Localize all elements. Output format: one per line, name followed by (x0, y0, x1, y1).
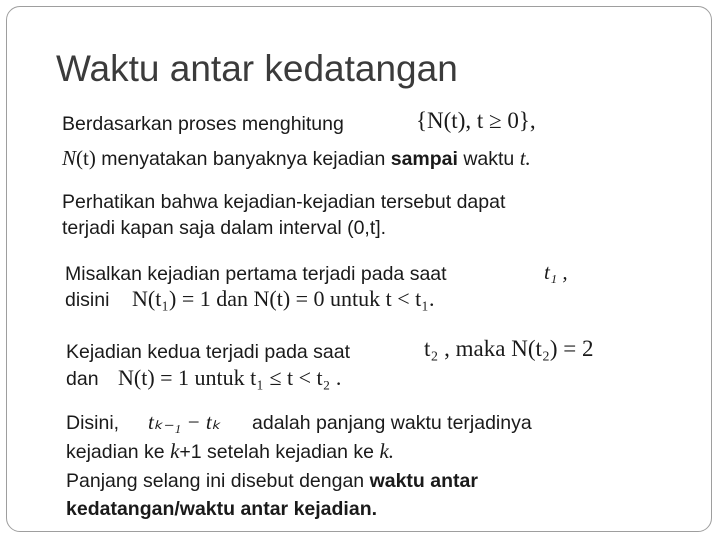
p3-var: t₁ , (544, 260, 568, 284)
p4-line1: Kejadian kedua terjadi pada saat (66, 341, 351, 363)
p5-k-var-end: k. (379, 439, 395, 463)
p1-l2-var: t. (519, 146, 531, 170)
slide-title: Waktu antar kedatangan (56, 48, 458, 89)
p5-k-var: k (170, 439, 180, 463)
p5-line2b: +1 setelah kejadian ke (179, 441, 380, 463)
p1-line2 (62, 146, 531, 171)
p5-rest: adalah panjang waktu terjadinya (252, 412, 532, 434)
p1-l2-text: menyatakan banyaknya kejadian (95, 148, 391, 170)
p4-formula1: t₂ , maka N(t₂) = 2 (424, 336, 594, 361)
p2-line2: terjadi kapan saja dalam interval (0,t]. (62, 217, 387, 239)
p1-t-paren: (t) (76, 146, 96, 170)
p5-start: Disini, (66, 412, 120, 434)
p5-line2a: kejadian ke (66, 441, 171, 463)
p4-formula2: N(t) = 1 untuk t₁ ≤ t < t₂ . (118, 365, 342, 390)
p4-line2: dan (66, 368, 99, 390)
p1-text: Berdasarkan proses menghitung (62, 113, 344, 135)
p5-line4-bold: kedatangan/waktu antar kejadian. (66, 498, 378, 520)
p5-line2 (66, 439, 394, 464)
p3-line2: disini (65, 289, 110, 311)
p5-line4 (66, 497, 377, 521)
p1-l2-bold: sampai (390, 148, 458, 170)
p1-formula (416, 108, 536, 134)
p1-n-var: N (62, 146, 77, 170)
p5-line3-text: Panjang selang ini disebut dengan (66, 470, 370, 492)
p2-line1: Perhatikan bahwa kejadian-kejadian tersebut dapat (62, 191, 506, 213)
p3-line1: Misalkan kejadian pertama terjadi pada saat (65, 263, 447, 285)
p1-formula-text: {N(t), t ≥ 0}, (416, 108, 536, 133)
p3-formula: N(t₁) = 1 dan N(t) = 0 untuk t < t₁. (132, 286, 435, 311)
p5-formula: tₖ₋₁ − tₖ (148, 410, 221, 434)
p5-line3-bold: waktu antar (369, 470, 478, 492)
p5-line3 (66, 469, 478, 493)
p1-l2-rest: waktu (457, 148, 520, 170)
